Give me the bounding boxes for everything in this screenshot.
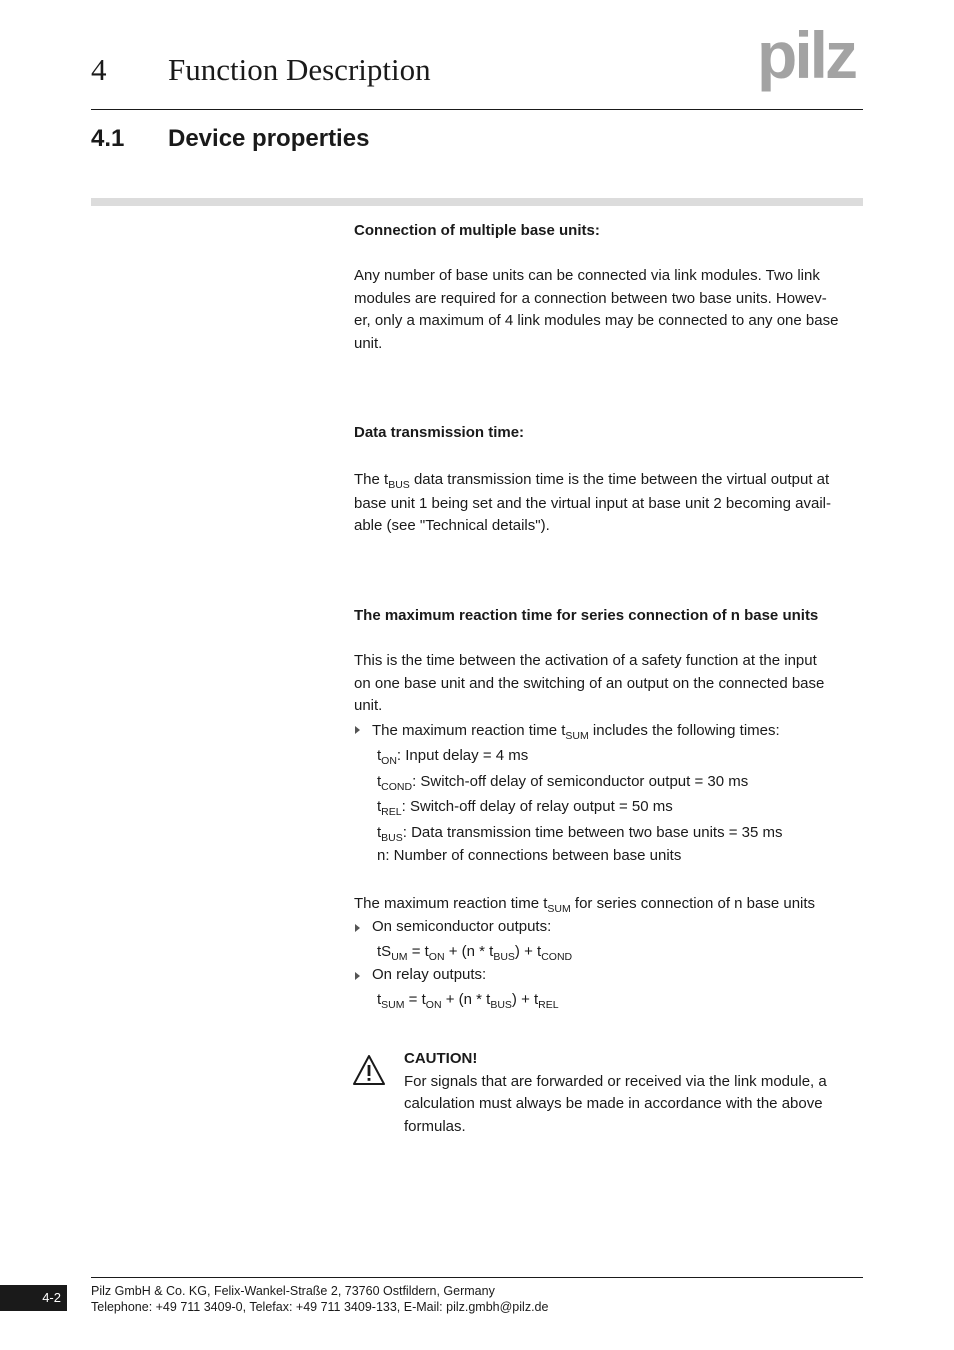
- relay-bullet: On relay outputs:: [354, 964, 866, 987]
- header-rule: [91, 109, 863, 110]
- time-item: $t_{REL}$: Switch-off delay of relay output = 50 ms: [377, 798, 673, 819]
- relay-formula: $t_{SUM} = t_{ON} + (n * t_{BUS}) + t_{REL}$: [377, 990, 559, 1011]
- bullet-arrow-icon: [355, 726, 360, 734]
- pilz-logo: [746, 26, 866, 96]
- time-item: $t_{COND}$: Switch-off delay of semiconductor output = 30 ms: [377, 772, 749, 793]
- multiple-units-line: Any number of base units can be connected via link modules. Two link: [354, 267, 820, 285]
- reaction-intro-line: This is the time between the activation of a safety function at the input: [354, 652, 817, 670]
- multiple-units-line: er, only a maximum of 4 link modules may be connected to any one base: [354, 312, 839, 330]
- footer-rule: [91, 1277, 863, 1278]
- reaction-bullet: The maximum reaction time $t_{SUM}$ includes the following times:: [354, 718, 866, 744]
- reaction-intro-line: on one base unit and the switching of an output on the connected base: [354, 674, 825, 692]
- warning-icon: [352, 1053, 386, 1087]
- transmission-line: The $t_{BUS}$ data transmission time is the time between the virtual output at: [354, 471, 830, 492]
- reaction-heading: The maximum reaction time for series connection of n base units: [354, 607, 819, 624]
- multiple-units-line: unit.: [354, 334, 383, 352]
- multiple-units-line: modules are required for a connection between two base units. Howev-: [354, 289, 827, 307]
- transmission-line: able (see "Technical details").: [354, 517, 550, 535]
- chapter-number: 4: [91, 52, 107, 87]
- bullet-arrow-icon: [355, 972, 360, 980]
- section-title: Device properties: [168, 125, 370, 152]
- section-divider: [91, 198, 863, 206]
- caution-line: For signals that are forwarded or received via the link module, a: [404, 1072, 827, 1090]
- caution-line: formulas.: [404, 1117, 466, 1135]
- caution-line: calculation must always be made in accordance with the above: [404, 1095, 823, 1113]
- time-item: $t_{BUS}$: Data transmission time between two base units = 35 ms: [377, 823, 783, 844]
- footer-address: [91, 1283, 548, 1315]
- transmission-block: [354, 422, 866, 538]
- semiconductor-formula: $tS_{UM} = t_{ON} + (n * t_{BUS}) + t_{COND}$: [377, 942, 573, 963]
- caution-block: [404, 1048, 866, 1138]
- multiple-units-block: [354, 220, 866, 356]
- transmission-line: base unit 1 being set and the virtual input at base unit 2 becoming avail-: [354, 494, 831, 512]
- chapter-title: Function Description: [168, 52, 431, 87]
- page-number: 4-2: [0, 1285, 67, 1311]
- time-item: $t_{ON}$: Input delay = 4 ms: [377, 747, 529, 768]
- footer-line: Telephone: +49 711 3409-0, Telefax: +49 711 3409-133, E-Mail: pilz.gmbh@pilz.de: [91, 1300, 549, 1314]
- footer-line: Pilz GmbH & Co. KG, Felix-Wankel-Straße 2, 73760 Ostfildern, Germany: [91, 1284, 495, 1298]
- multiple-units-heading: Connection of multiple base units:: [354, 222, 600, 239]
- logo-text: pilz: [757, 26, 855, 92]
- reaction-block: [354, 605, 866, 1012]
- reaction-intro-line: unit.: [354, 697, 383, 715]
- reaction-summary: The maximum reaction time $t_{SUM}$ for series connection of n base units: [354, 894, 816, 915]
- transmission-heading: Data transmission time:: [354, 424, 525, 441]
- bullet-arrow-icon: [355, 924, 360, 932]
- n-definition: n: Number of connections between base units: [377, 847, 682, 865]
- caution-title: CAUTION!: [404, 1050, 478, 1067]
- section-number: 4.1: [91, 125, 125, 152]
- semiconductor-bullet: On semiconductor outputs:: [354, 916, 866, 939]
